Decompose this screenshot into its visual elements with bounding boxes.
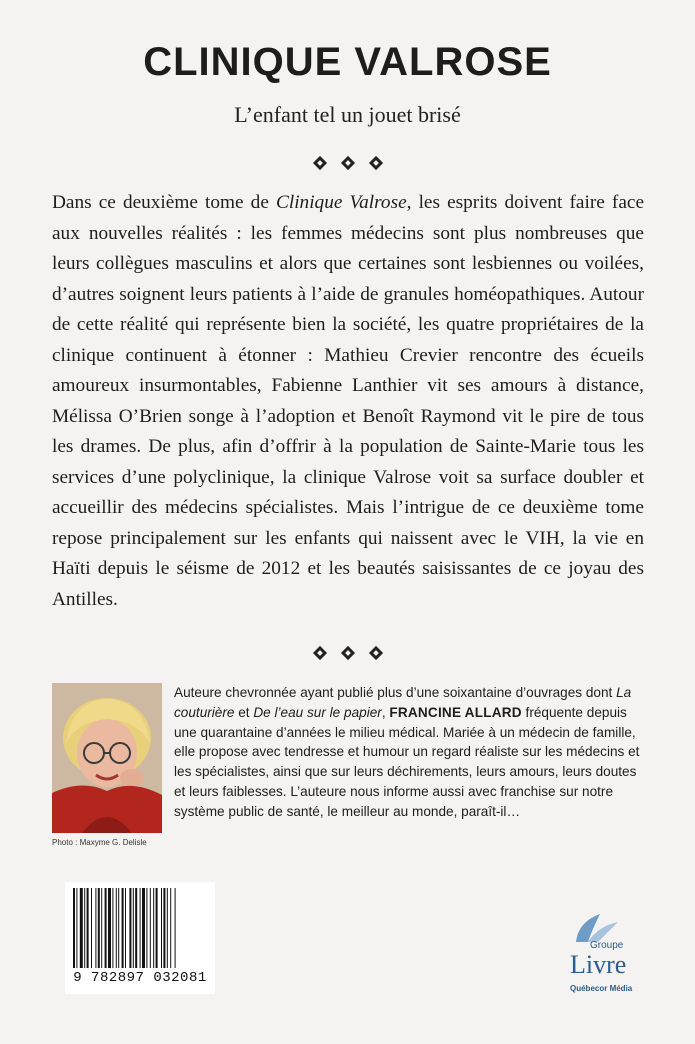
publisher-logo xyxy=(548,912,638,1002)
book-title: CLINIQUE VALROSE xyxy=(143,40,552,84)
ornament-divider-top xyxy=(0,158,695,168)
diamond-ornament-icon xyxy=(368,156,382,170)
book-title-1: La couturière xyxy=(174,685,632,720)
series-title: Clinique Valrose xyxy=(275,192,407,213)
publisher-groupe: Groupe xyxy=(590,940,624,951)
publisher-livre: Livre xyxy=(570,950,627,979)
photo-credit: Photo : Maxyme G. Delisle xyxy=(52,838,147,847)
isbn-barcode xyxy=(65,882,215,994)
diamond-ornament-icon xyxy=(312,156,326,170)
publisher-parent: Québecor Média xyxy=(570,984,633,993)
book-subtitle: L’enfant tel un jouet brisé xyxy=(234,102,461,127)
barcode-bars-icon xyxy=(65,882,215,970)
author-name: FRANCINE ALLARD xyxy=(389,704,522,720)
diamond-ornament-icon xyxy=(340,156,354,170)
diamond-ornament-icon xyxy=(340,646,354,660)
author-bio: Auteure chevronnée ayant publié plus d’une soixantaine d’ouvrages dont La couturière et De l’eau sur le papier, FRANCINE ALLARD fréquente depuis une quarantaine d’années le milieu médical. Mariée à un médecin de famille, elle propose avec tendresse et humour un regard réaliste sur les médecins et les spécialistes, ainsi que sur leurs déchirements, leurs amours, leurs doutes et leurs faiblesses. L’auteure nous informe aussi avec franchise sur notre système public de santé, le meilleur au monde, paraît-il… xyxy=(174,685,640,819)
ornament-divider-bottom xyxy=(0,648,695,658)
book-title-2: De l’eau sur le papier xyxy=(253,704,382,720)
synopsis-text: Dans ce deuxième tome de Clinique Valrose, les esprits doivent faire face aux nouvelles réalités : les femmes médecins sont plus nombreuses que leurs collègues masculins et alors que certaines sont lesbiennes ou voilées, d’autres soignent leurs patients à l’aide de granules homéopathiques. Autour de cette réalité qui représente bien la société, les quatre propriétaires de la clinique continuent à étonner : Mathieu Crevier rencontre des écueils amoureux insurmontables, Fabienne Lanthier vit ses amours à distance, Mélissa O’Brien songe à l’adoption et Benoît Raymond vit le pire de tous les drames. De plus, afin d’offrir à la population de Sainte-Marie tous les services d’une polyclinique, la clinique Valrose voit sa surface doubler et accueillir des médecins spécialistes. Mais l’intrigue de ce deuxième tome repose principalement sur les enfants qui naissent avec le VIH, la vie en Haïti depuis le séisme de 2012 et les beautés saisissantes de ce joyau des Antilles. xyxy=(52,192,644,610)
diamond-ornament-icon xyxy=(312,646,326,660)
author-portrait-icon xyxy=(52,683,162,833)
diamond-ornament-icon xyxy=(368,646,382,660)
author-photo xyxy=(52,683,162,833)
isbn-digits: 9 782897 032081 xyxy=(73,970,207,986)
